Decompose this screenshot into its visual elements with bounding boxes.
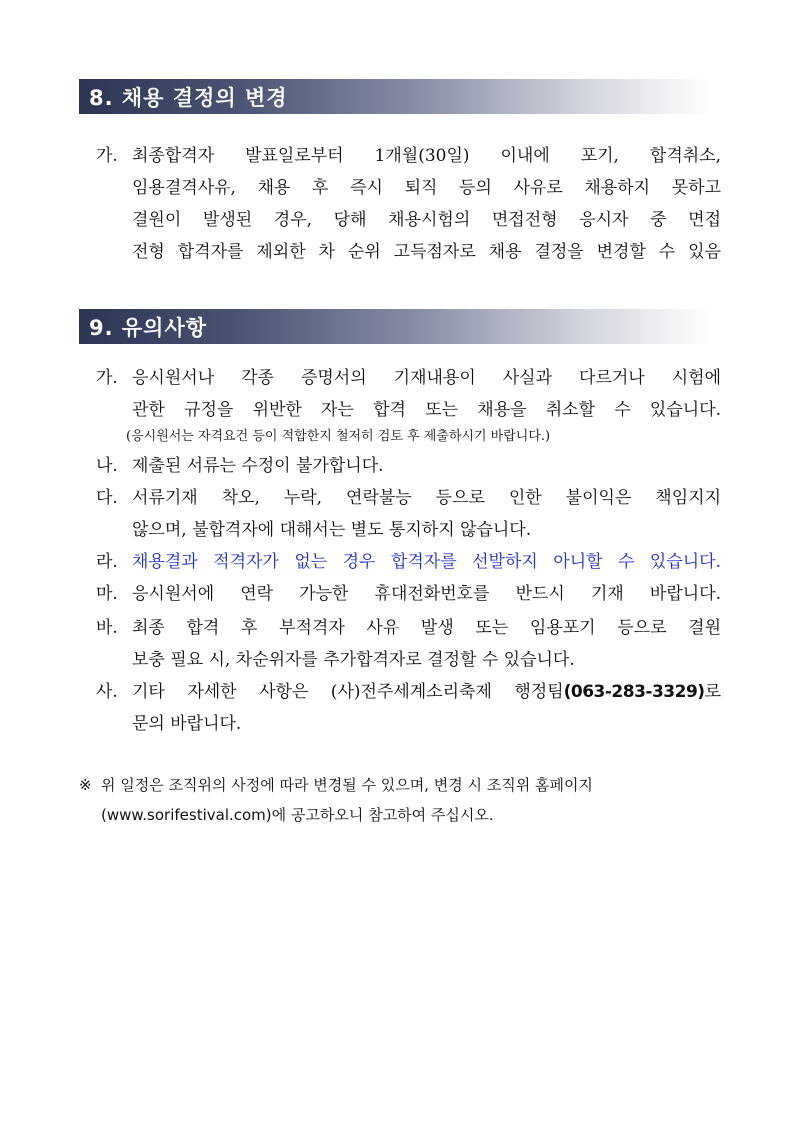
item-line-highlighted: 채용결과 적격자가 없는 경우 합격자를 선발하지 아니할 수 있습니다.	[132, 552, 721, 572]
section-9-item-na	[96, 450, 721, 482]
footer-note	[79, 770, 719, 830]
item-marker: 나.	[96, 456, 118, 476]
section-9-header	[79, 309, 711, 344]
section-9-item-da	[96, 482, 721, 546]
item-line: 제출된 서류는 수정이 불가합니다.	[132, 456, 384, 476]
reference-mark: ※	[79, 776, 92, 794]
section-9-item-ma	[96, 578, 721, 610]
item-line-with-phone	[132, 676, 721, 708]
item-marker: 다.	[96, 488, 118, 508]
footer-line: (www.sorifestival.com)에 공고하오니 참고하여 주십시오.	[101, 806, 494, 824]
item-line: 결원이 발생된 경우, 당해 채용시험의 면접전형 응시자 중 면접	[132, 210, 721, 230]
item-marker: 바.	[96, 618, 118, 638]
contact-text: 기타 자세한 사항은 (사)전주세계소리축제 행정팀	[132, 682, 564, 702]
item-line: 문의 바랍니다.	[132, 714, 242, 734]
section-9-item-ga	[96, 362, 721, 426]
section-9-title: 9. 유의사항	[89, 315, 208, 340]
item-line: 임용결격사유, 채용 후 즉시 퇴직 등의 사유로 채용하지 못하고	[132, 178, 721, 198]
contact-suffix: 로	[704, 682, 721, 702]
item-line: 전형 합격자를 제외한 차 순위 고득점자로 채용 결정을 변경할 수 있음	[132, 242, 721, 262]
item-marker: 가.	[96, 368, 118, 388]
item-line: 응시원서나 각종 증명서의 기재내용이 사실과 다르거나 시험에	[132, 368, 721, 388]
section-9-item-ba	[96, 612, 721, 676]
item-line: 응시원서에 연락 가능한 휴대전화번호를 반드시 기재 바랍니다.	[132, 584, 721, 604]
item-marker: 가.	[96, 146, 118, 166]
phone-number: (063-283-3329)	[563, 682, 705, 702]
item-note: (응시원서는 자격요건 등이 적합한지 철저히 검토 후 제출하시기 바랍니다.)	[126, 429, 551, 444]
footer-line: 위 일정은 조직위의 사정에 따라 변경될 수 있으며, 변경 시 조직위 홈페이지	[101, 776, 593, 794]
item-line: 최종합격자 발표일로부터 1개월(30일) 이내에 포기, 합격취소,	[132, 146, 721, 166]
section-9-item-ra	[96, 546, 721, 578]
section-9-item-sa	[96, 676, 721, 740]
item-line: 않으며, 불합격자에 대해서는 별도 통지하지 않습니다.	[132, 520, 532, 540]
section-8-header	[79, 79, 711, 114]
item-line: 관한 규정을 위반한 자는 합격 또는 채용을 취소할 수 있습니다.	[132, 400, 721, 420]
item-line: 보충 필요 시, 차순위자를 추가합격자로 결정할 수 있습니다.	[132, 650, 575, 670]
item-marker: 사.	[96, 682, 118, 702]
item-marker: 라.	[96, 552, 118, 572]
section-8-title: 8. 채용 결정의 변경	[89, 85, 288, 110]
section-8-item-ga	[96, 140, 721, 268]
item-line: 서류기재 착오, 누락, 연락불능 등으로 인한 불이익은 책임지지	[132, 488, 721, 508]
item-marker: 마.	[96, 584, 118, 604]
item-line: 최종 합격 후 부적격자 사유 발생 또는 임용포기 등으로 결원	[132, 618, 721, 638]
